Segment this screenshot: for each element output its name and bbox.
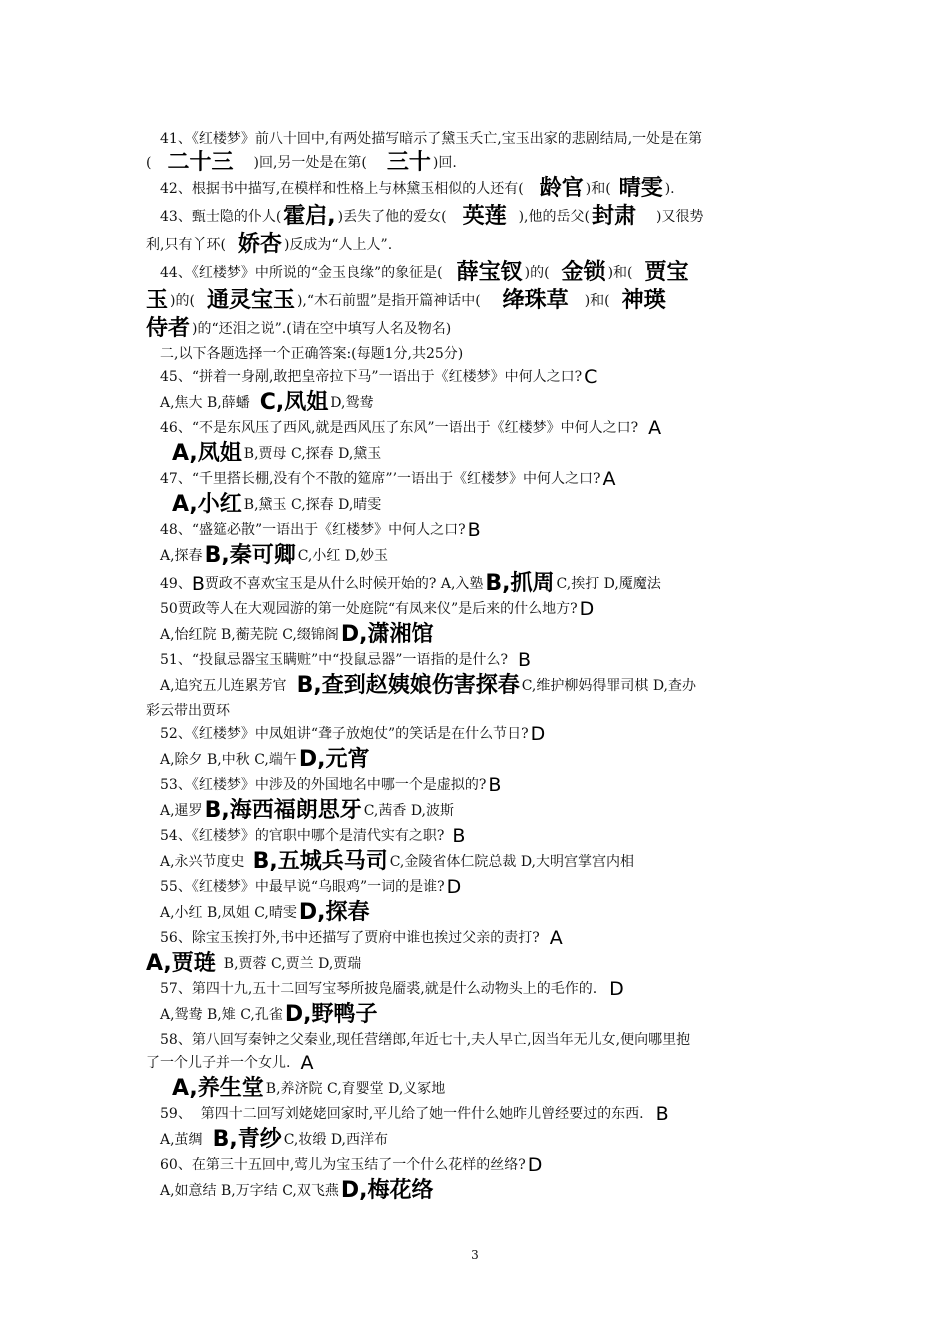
q44-text-2: )的( [524, 265, 550, 281]
q56-options [146, 950, 806, 978]
q55-options [146, 899, 806, 927]
q44-text: 44、《红楼梦》中所说的“金玉良缘”的象征是( [160, 265, 443, 281]
q53-stem: 53、《红楼梦》中涉及的外国地名中哪一个是虚拟的? [160, 777, 487, 793]
q54-options [146, 848, 806, 876]
q60-options-before: A,如意结 B,万字结 C,双飞燕 [160, 1183, 339, 1199]
q42-line [146, 175, 806, 203]
q47-stem: 47、“千里搭长棚,没有个不散的筵席”’一语出于《红楼梦》中何人之口? [160, 471, 601, 487]
q59-options-before: A,茧绸 [160, 1132, 203, 1148]
q44-answer-6b: 侍者 [146, 316, 191, 341]
q43-answer-1: 霍启, [283, 204, 336, 229]
q41-answer-1: 二十三 [167, 150, 234, 175]
q44-text-6: )和( [584, 293, 610, 309]
q51-stem-line [146, 649, 806, 672]
q57-options-before: A,鸳鸯 B,雉 C,孔雀 [160, 1007, 283, 1023]
q59-key: B [655, 1103, 669, 1125]
q57-stem-line [146, 978, 806, 1001]
q51-options-after: C,维护柳妈得罪司棋 D,查办 [521, 678, 696, 694]
q47-options-after: B,黛玉 C,探春 D,晴雯 [243, 497, 382, 513]
q45-stem-line [146, 366, 806, 389]
q48-options [146, 542, 806, 570]
q57-stem: 57、第四十九,五十二回写宝琴所披凫靥裘,就是什么动物头上的毛作的. [160, 981, 598, 997]
q41-answer-2: 三十 [386, 150, 431, 175]
q49-options-after: C,挨打 D,魇魔法 [556, 576, 661, 592]
q53-key: B [488, 774, 502, 796]
q56-key: A [549, 927, 563, 949]
q43-text-3: ),他的岳父( [518, 209, 590, 225]
q48-answer: B,秦可卿 [204, 543, 296, 568]
q56-options-after: B,贾蓉 C,贾兰 D,贾瑞 [223, 956, 362, 972]
q51-stem: 51、“投鼠忌器宝玉瞒赃”中“投鼠忌器”一语指的是什么? [160, 652, 508, 668]
q52-stem: 52、《红楼梦》中凤姐讲“聋子放炮仗”的笑话是在什么节日? [160, 726, 529, 742]
q42-text-mid: )和( [585, 181, 611, 197]
q48-options-before: A,探春 [160, 548, 203, 564]
q48-stem: 48、“盛筵必散”一语出于《红楼梦》中何人之口? [160, 522, 466, 538]
q56-answer: A,贾琏 [146, 951, 216, 976]
q57-options [146, 1001, 806, 1029]
q51-answer: B,查到赵姨娘伤害探春 [296, 673, 520, 698]
q50-stem: 50贾政等人在大观园游的第一处庭院“有凤来仪”是后来的什么地方? [160, 601, 578, 617]
q56-stem: 56、除宝玉挨打外,书中还描写了贾府中谁也挨过父亲的责打? [160, 930, 540, 946]
q42-answer-1: 龄官 [539, 176, 584, 201]
q59-options-after: C,妆缎 D,西洋布 [283, 1132, 388, 1148]
q46-answer: A,凤姐 [172, 441, 242, 466]
q44-text-5: ),“木石前盟”是指开篇神话中( [296, 293, 481, 309]
q45-options-after: D,鸳鸯 [330, 395, 374, 411]
q45-answer: C,凤姐 [259, 390, 329, 415]
q57-key: D [609, 978, 624, 1000]
q44-answer-2: 金锁 [561, 260, 606, 285]
q43-line1 [146, 203, 806, 231]
q57-answer: D,野鸭子 [284, 1002, 378, 1027]
q48-options-after: C,小红 D,妙玉 [297, 548, 388, 564]
q54-stem-line [146, 825, 806, 848]
q43-text: 43、甄士隐的仆人( [160, 209, 282, 225]
q43-text-4: )又很势 [655, 209, 704, 225]
q46-options-after: B,贾母 C,探春 D,黛玉 [243, 446, 382, 462]
q47-key: A [602, 468, 616, 490]
q41-text-end: )回. [432, 155, 457, 171]
q42-text: 42、根据书中描写,在模样和性格上与林黛玉相似的人还有( [160, 181, 524, 197]
q50-answer: D,潇湘馆 [340, 622, 434, 647]
q41-text: 41、《红楼梦》前八十回中,有两处描写暗示了黛玉夭亡,宝玉出家的悲剧结局,一处是在第 [160, 131, 703, 147]
q59-answer: B,青纱 [212, 1127, 282, 1152]
q47-options [146, 491, 806, 519]
q58-stem: 了一个儿子并一个女儿. [146, 1055, 291, 1071]
q51-options [146, 672, 806, 700]
q49-line [146, 570, 806, 598]
q51-key: B [517, 649, 531, 671]
q45-stem: 45、“拼着一身剐,敢把皇帝拉下马”一语出于《红楼梦》中何人之口? [160, 369, 583, 385]
q53-options-before: A,暹罗 [160, 803, 203, 819]
q49-stem: 贾政不喜欢宝玉是从什么时候开始的? A,入塾 [204, 576, 484, 592]
q52-options-before: A,除夕 B,中秋 C,端午 [160, 752, 297, 768]
q47-stem-line [146, 468, 806, 491]
page-number: 3 [471, 1248, 479, 1262]
q44-answer-6a: 神瑛 [621, 288, 666, 313]
q49-number: 49、 [160, 576, 192, 592]
q60-stem-line [146, 1154, 806, 1177]
q53-options [146, 797, 806, 825]
q50-stem-line [146, 598, 806, 621]
q45-options-before: A,焦大 B,薛蟠 [160, 395, 250, 411]
q44-answer-1: 薛宝钗 [456, 260, 523, 285]
q55-options-before: A,小红 B,凤姐 C,晴雯 [160, 905, 297, 921]
q59-stem: 59、 第四十二回写刘姥姥回家时,平儿给了她一件什么她昨儿曾经要过的东西. [160, 1106, 644, 1122]
q55-stem: 55、《红楼梦》中最早说“乌眼鸡”一词的是谁? [160, 879, 445, 895]
q44-answer-4: 通灵宝玉 [206, 288, 295, 313]
q43-text-6: )反成为“人上人”. [283, 237, 393, 253]
q46-key: A [648, 417, 662, 439]
q44-line3 [146, 315, 806, 343]
q54-stem: 54、《红楼梦》的官职中哪个是清代实有之职? [160, 828, 445, 844]
q44-answer-3a: 贾宝 [644, 260, 689, 285]
q50-key: D [579, 598, 595, 620]
q42-answer-2: 晴雯 [618, 176, 663, 201]
q48-stem-line [146, 519, 806, 542]
q60-options [146, 1177, 806, 1205]
q60-answer: D,梅花络 [340, 1178, 434, 1203]
q44-line2 [146, 287, 806, 315]
q49-key: B [191, 573, 205, 595]
q48-key: B [467, 519, 481, 541]
q44-answer-3b: 玉 [146, 288, 169, 313]
q59-options [146, 1126, 806, 1154]
q60-stem: 60、在第三十五回中,莺儿为宝玉结了一个什么花样的丝络? [160, 1157, 526, 1173]
q44-text-4: )的( [170, 293, 195, 309]
q59-stem-line [146, 1103, 806, 1126]
q45-options [146, 389, 806, 417]
q43-answer-2: 英莲 [462, 204, 507, 229]
q52-options [146, 746, 806, 774]
q42-text-end: ). [664, 181, 675, 197]
q58-answer: A,养生堂 [172, 1076, 264, 1101]
q46-options [146, 440, 806, 468]
q55-answer: D,探春 [298, 900, 370, 925]
q54-answer: B,五城兵马司 [252, 849, 388, 874]
q43-answer-3: 封肃 [591, 204, 636, 229]
q43-text-2: )丢失了他的爱女( [337, 209, 447, 225]
q58-stem-line1: 58、第八回写秦钟之父秦业,现任营缮郎,年近七十,夫人早亡,因当年无儿女,便向哪里抱 [160, 1032, 691, 1048]
q50-options-before: A,怡红院 B,蘅芜院 C,缀锦阁 [160, 627, 339, 643]
q58-stem-line2 [146, 1052, 806, 1075]
q47-answer: A,小红 [172, 492, 242, 517]
q44-text-3: )和( [607, 265, 633, 281]
q44-line1 [146, 259, 806, 287]
q41-text-mid: )回,另一处是在第( [253, 155, 367, 171]
q52-stem-line [146, 723, 806, 746]
q56-stem-line [146, 927, 806, 950]
q41-paren: ( [146, 155, 152, 171]
q53-answer: B,海西福朗思牙 [204, 798, 362, 823]
q41-line2 [146, 151, 806, 175]
q46-stem-line [146, 417, 806, 440]
q45-key: C [584, 366, 598, 388]
section-2-heading: 二,以下各题选择一个正确答案:(每题1分,共25分) [160, 346, 464, 362]
q51-options-before: A,追究五儿连累芳官 [160, 678, 287, 694]
q55-stem-line [146, 876, 806, 899]
q43-answer-4: 娇杏 [237, 232, 282, 257]
document-page [146, 128, 806, 1205]
q58-options-after: B,养济院 C,育婴堂 D,义冢地 [265, 1081, 446, 1097]
q53-stem-line [146, 774, 806, 797]
q58-options [146, 1075, 806, 1103]
q44-text-7: )的“还泪之说”.(请在空中填写人名及物名) [192, 321, 452, 337]
q55-key: D [446, 876, 462, 898]
q49-answer: B,抓周 [485, 571, 555, 596]
q53-options-after: C,茜香 D,波斯 [363, 803, 454, 819]
q46-stem: 46、“不是东风压了西风,就是西风压了东风”一语出于《红楼梦》中何人之口? [160, 420, 639, 436]
q50-options [146, 621, 806, 649]
q43-line2 [146, 231, 806, 259]
q60-key: D [527, 1154, 543, 1176]
q52-key: D [530, 723, 546, 745]
q43-text-5: 利,只有丫环( [146, 237, 226, 253]
q41-line1 [146, 128, 806, 151]
q54-options-before: A,永兴节度史 [160, 854, 245, 870]
q54-key: B [452, 825, 466, 847]
q44-answer-5: 绛珠草 [502, 288, 569, 313]
q54-options-after: C,金陵省体仁院总裁 D,大明宫掌宫内相 [389, 854, 634, 870]
q52-answer: D,元宵 [298, 747, 370, 772]
q58-key: A [300, 1052, 314, 1074]
q51-options-cont: 彩云带出贾环 [146, 703, 230, 719]
